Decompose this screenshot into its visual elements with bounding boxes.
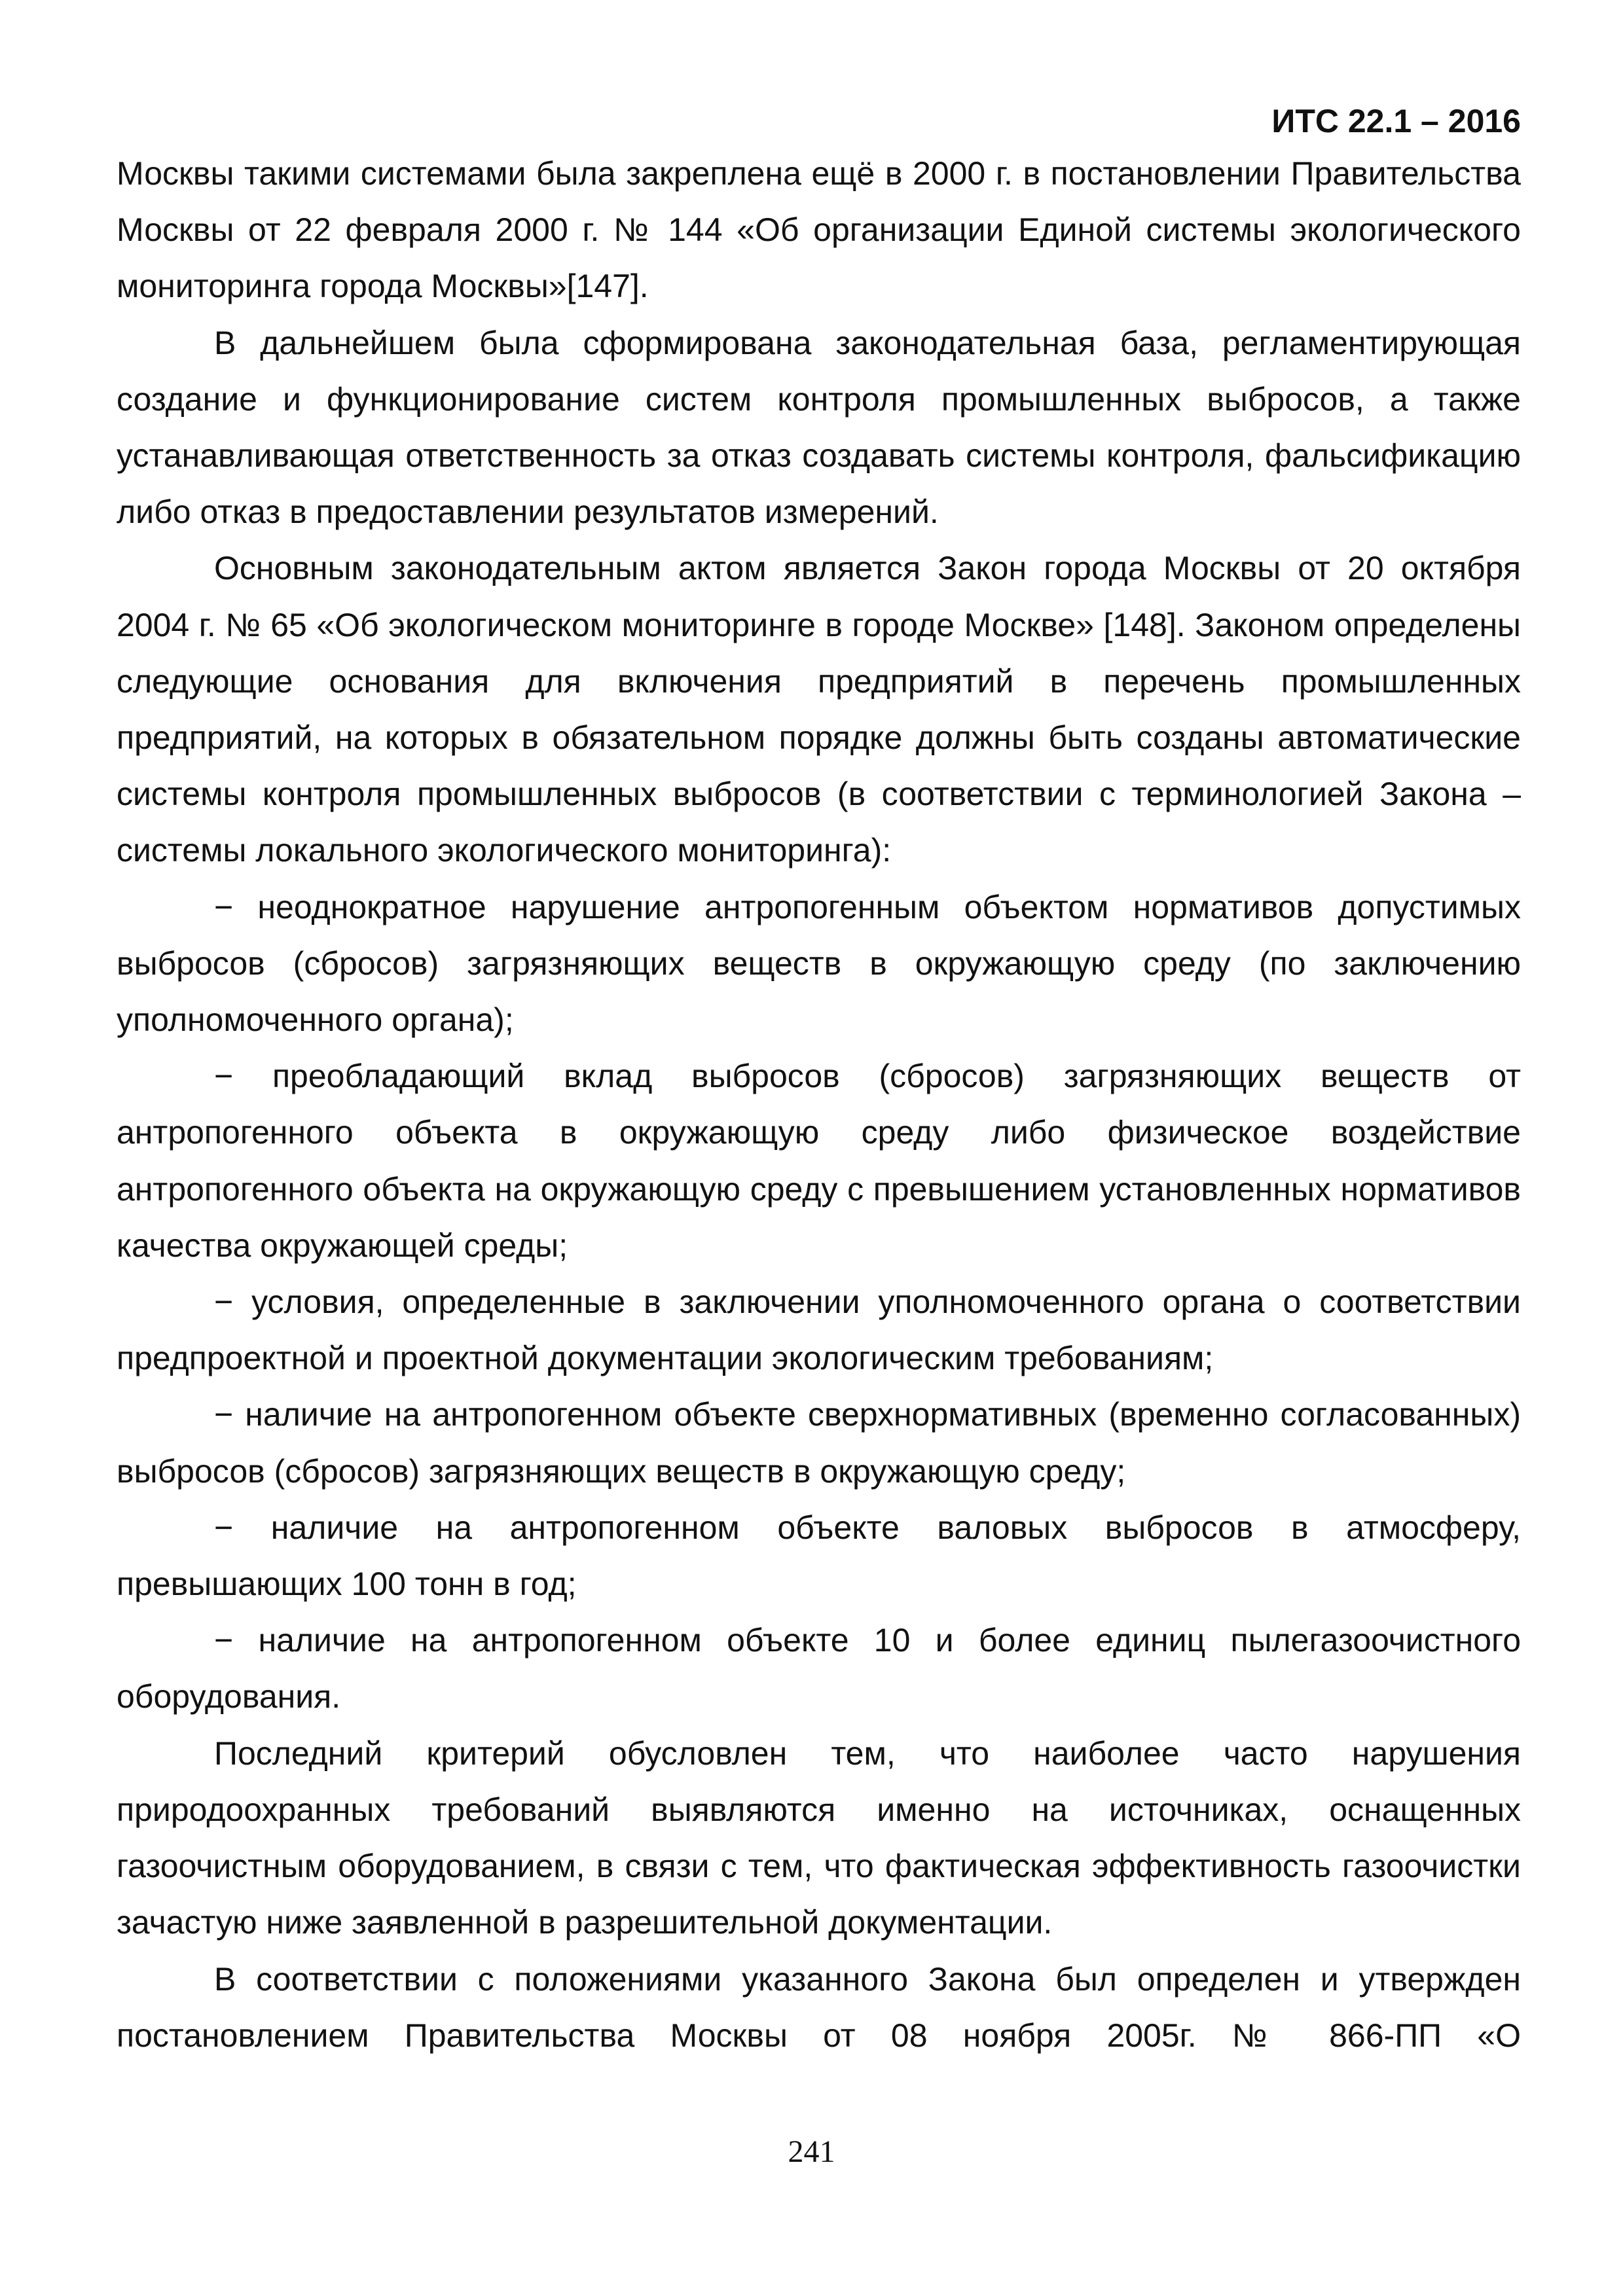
- paragraph-resolution: В соответствии с положениями указанного Закона был определен и утвержден постановлением Правительства Москвы от 08 ноября 2005г. № 866-ПП «О: [117, 1960, 1521, 2054]
- list-item-dust-gas-equipment: − наличие на антропогенном объекте 10 и более единиц пылегазоочистного оборудования.: [117, 1622, 1521, 1715]
- list-item-conditions: − условия, определенные в заключении уполномоченного органа о соответствии предпроектной и проектной документации экологическим требованиям;: [117, 1283, 1521, 1377]
- body-text: [117, 145, 1521, 2064]
- list-item-excess-emissions: − наличие на антропогенном объекте сверхнормативных (временно согласованных) выбросов (сбросов) загрязняющих веществ в окружающую среду;: [117, 1396, 1521, 1490]
- list-item-predominant-contribution: − преобладающий вклад выбросов (сбросов) загрязняющих веществ от антропогенного объекта в окружающую среду либо физическое воздействие антропогенного объекта на окружающую среду с превышением установленных нормативов качества окружающей среды;: [117, 1058, 1521, 1264]
- paragraph-main-act: Основным законодательным актом является Закон города Москвы от 20 октября 2004 г. № 65 «Об экологическом мониторинге в городе Москве» [148]. Законом определены следующие основания для включения предприятий в перечень промышленных предприятий, на которых в обязательном порядке должны быть созданы автоматические системы контроля промышленных выбросов (в соответствии с терминологией Закона – системы локального экологического мониторинга):: [117, 550, 1521, 869]
- list-item-repeated-violation: − неоднократное нарушение антропогенным объектом нормативов допустимых выбросов (сбросов) загрязняющих веществ в окружающую среду (по заключению уполномоченного органа);: [117, 888, 1521, 1039]
- document-code-header: ИТС 22.1 – 2016: [1271, 103, 1521, 139]
- page-number: 241: [788, 2134, 835, 2169]
- paragraph-last-criterion: Последний критерий обусловлен тем, что наиболее часто нарушения природоохранных требований выявляются именно на источниках, оснащенных газоочистным оборудованием, в связи с тем, что фактическая эффективность газоочистки зачастую ниже заявленной в разрешительной документации.: [117, 1734, 1521, 1941]
- paragraph-legislative-base: В дальнейшем была сформирована законодательная база, регламентирующая создание и функционирование систем контроля промышленных выбросов, а также устанавливающая ответственность за отказ создавать системы контроля, фальсификацию либо отказ в предоставлении результатов измерений.: [117, 324, 1521, 531]
- list-item-gross-emissions: − наличие на антропогенном объекте валовых выбросов в атмосферу, превышающих 100 тонн в год;: [117, 1509, 1521, 1603]
- paragraph-continuation: Москвы такими системами была закреплена ещё в 2000 г. в постановлении Правительства Москвы от 22 февраля 2000 г. № 144 «Об организации Единой системы экологического мониторинга города Москвы»[147].: [117, 155, 1521, 305]
